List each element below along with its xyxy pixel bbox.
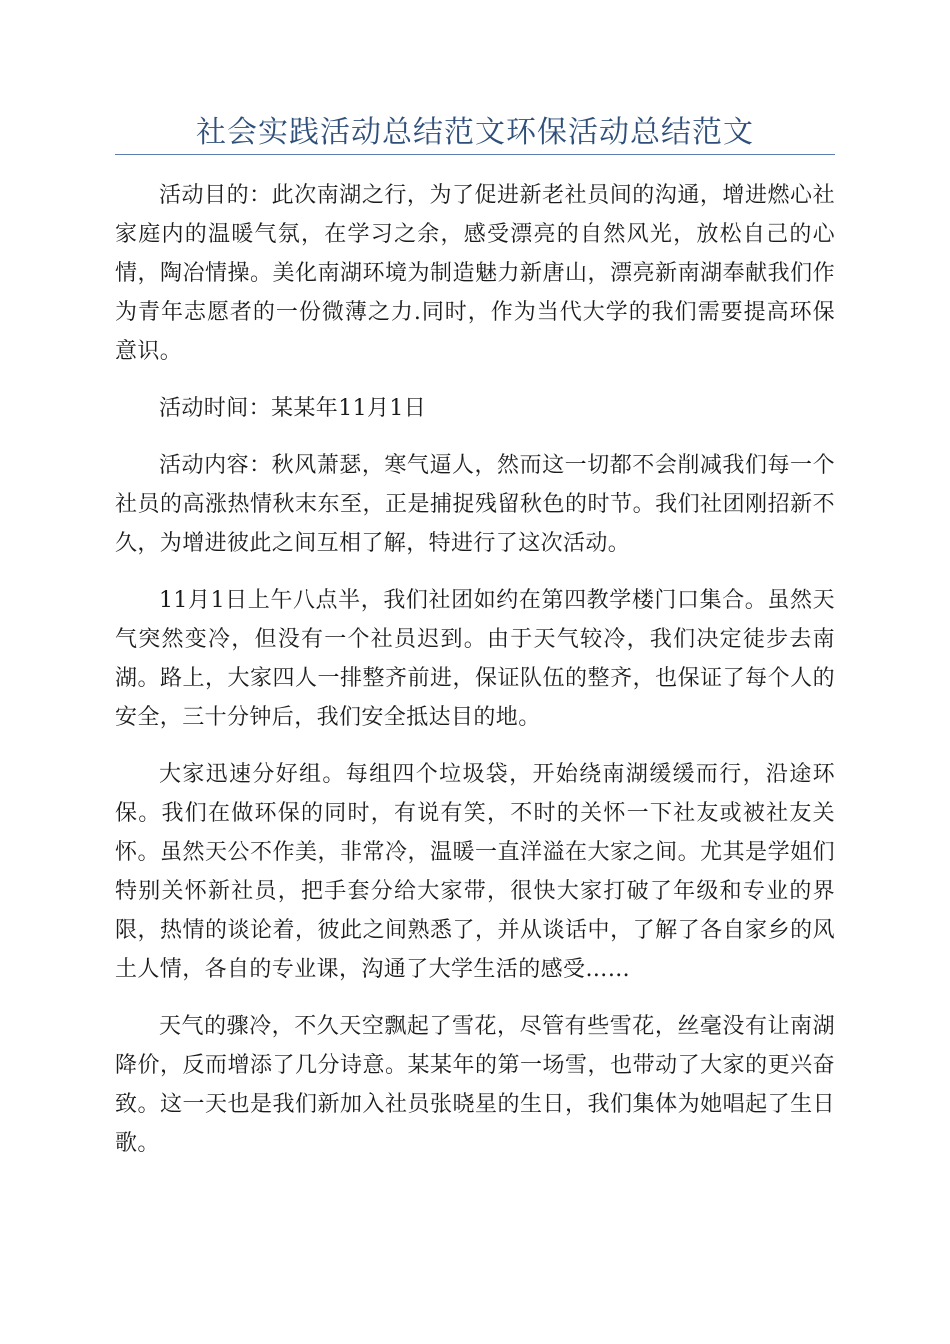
document-body <box>115 176 835 1181</box>
title-underline <box>115 154 835 155</box>
paragraph-activity: 大家迅速分好组。每组四个垃圾袋，开始绕南湖缓缓而行，沿途环保。我们在做环保的同时，有说有笑，不时的关怀一下社友或被社友关怀。虽然天公不作美，非常冷，温暖一直洋溢在大家之间。尤其是学姐们特别关怀新社员，把手套分给大家带，很快大家打破了年级和专业的界限，热情的谈论着，彼此之间熟悉了，并从谈话中，了解了各自家乡的风土人情，各自的专业课，沟通了大学生活的感受…… <box>115 762 835 982</box>
paragraph-gathering: 11月1日上午八点半，我们社团如约在第四教学楼门口集合。虽然天气突然变冷，但没有一个社员迟到。由于天气较冷，我们决定徒步去南湖。路上，大家四人一排整齐前进，保证队伍的整齐，也保证了每个人的安全，三十分钟后，我们安全抵达目的地。 <box>115 588 835 730</box>
paragraph-content: 活动内容：秋风萧瑟，寒气逼人，然而这一切都不会削减我们每一个社员的高涨热情秋末东至，正是捕捉残留秋色的时节。我们社团刚招新不久，为增进彼此之间互相了解，特进行了这次活动。 <box>115 453 835 556</box>
paragraph-time: 活动时间：某某年11月1日 <box>159 396 427 421</box>
paragraph-purpose: 活动目的：此次南湖之行，为了促进新老社员间的沟通，增进燃心社家庭内的温暖气氛，在学习之余，感受漂亮的自然风光，放松自己的心情，陶冶情操。美化南湖环境为制造魅力新唐山，漂亮新南湖奉献我们作为青年志愿者的一份微薄之力.同时，作为当代大学的我们需要提高环保意识。 <box>115 183 835 364</box>
paragraph-snow: 天气的骤冷，不久天空飘起了雪花，尽管有些雪花，丝毫没有让南湖降价，反而增添了几分诗意。某某年的第一场雪，也带动了大家的更兴奋致。这一天也是我们新加入社员张晓星的生日，我们集体为她唱起了生日歌。 <box>115 1014 835 1156</box>
document-title: 社会实践活动总结范文环保活动总结范文 <box>196 115 754 150</box>
